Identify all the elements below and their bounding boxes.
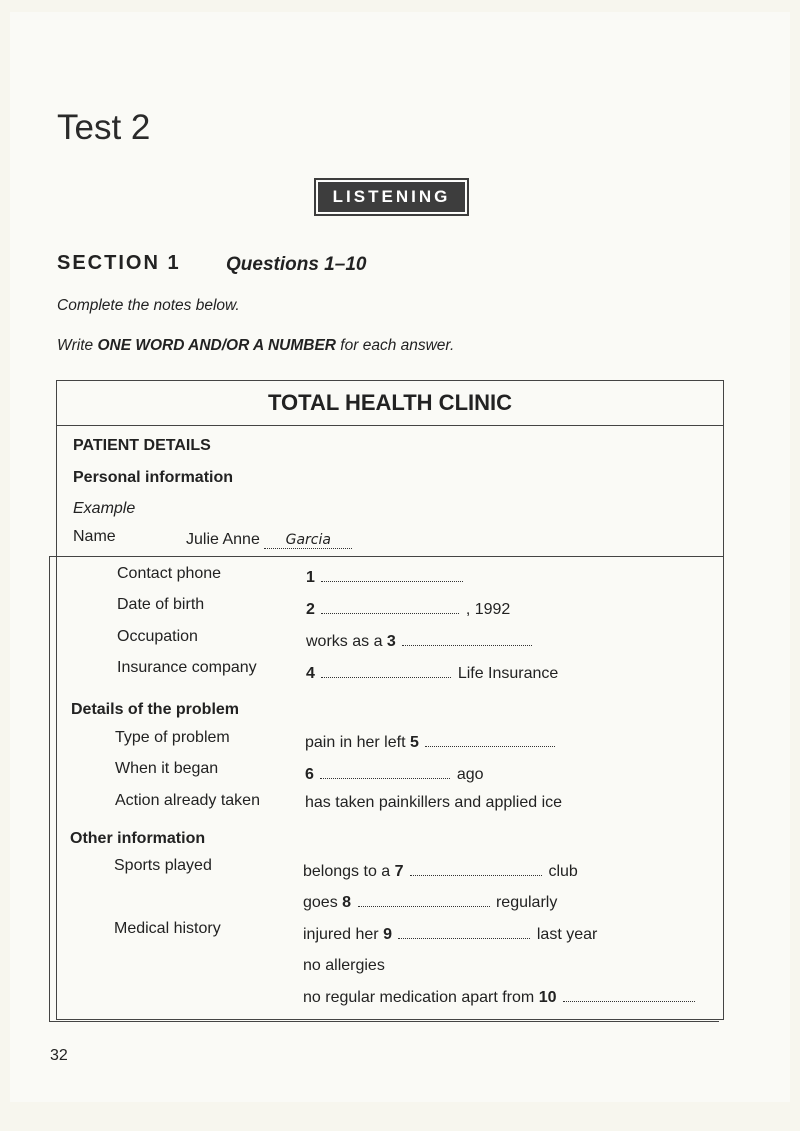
notes-form [56,380,724,1020]
box-left-border [49,556,50,1022]
answer-blank-5[interactable] [425,734,555,747]
question-9 [303,926,597,944]
instruction-emphasis: ONE WORD AND/OR A NUMBER [97,337,336,354]
patient-details-heading: PATIENT DETAILS [73,437,211,454]
no-allergies-text: no allergies [303,957,385,974]
question-9-suffix: last year [536,926,598,943]
question-number: 4 [306,665,315,682]
question-number: 6 [305,766,314,783]
action-taken-label: Action already taken [115,792,260,809]
question-7 [303,863,578,881]
question-2 [306,601,510,619]
section-heading: SECTION 1 [57,252,181,274]
example-answer: Garcia [264,532,352,549]
question-4 [306,665,558,683]
listening-badge: LISTENING [317,181,466,213]
question-4-suffix: Life Insurance [457,665,559,682]
question-10 [303,989,697,1007]
question-8-suffix: regularly [495,894,558,911]
sports-played-label: Sports played [114,857,212,874]
question-6-suffix: ago [456,766,484,783]
question-number: 3 [386,633,396,650]
answer-blank-4[interactable] [321,665,451,678]
answer-blank-1[interactable] [321,569,463,582]
box-bottom-border [49,1021,719,1022]
test-title: Test 2 [57,108,151,147]
question-6 [305,766,484,784]
other-info-heading: Other information [70,830,206,847]
name-label: Name [73,528,116,545]
instruction-suffix: for each answer. [336,337,455,354]
question-2-suffix: , 1992 [465,601,511,618]
date-of-birth-label: Date of birth [117,596,205,613]
answer-blank-2[interactable] [321,601,459,614]
example-divider [49,556,723,557]
action-taken-value: has taken painkillers and applied ice [305,794,563,811]
name-prefix: Julie Anne [186,531,260,548]
page-number: 32 [50,1047,68,1064]
instruction-prefix: Write [57,337,98,354]
answer-blank-6[interactable] [320,766,450,779]
question-3 [306,633,534,651]
answer-blank-10[interactable] [563,989,695,1002]
medical-history-label: Medical history [114,920,221,937]
question-9-prefix: injured her [303,926,379,943]
question-10-prefix: no regular medication apart from [303,989,535,1006]
question-number: 5 [409,734,419,751]
insurance-company-label: Insurance company [117,659,257,676]
problem-heading: Details of the problem [71,701,240,718]
question-7-prefix: belongs to a [303,863,391,880]
question-5 [305,734,557,752]
answer-blank-8[interactable] [358,894,490,907]
question-7-suffix: club [548,863,578,880]
instruction-complete-notes: Complete the notes below. [57,297,240,314]
answer-blank-7[interactable] [410,863,542,876]
question-1 [306,569,465,587]
question-number: 9 [383,926,392,943]
occupation-label: Occupation [117,628,198,645]
personal-information-heading: Personal information [73,469,234,486]
name-value [186,531,352,549]
question-8 [303,894,557,912]
answer-blank-3[interactable] [402,633,532,646]
answer-blank-9[interactable] [398,926,530,939]
instruction-word-limit [57,337,454,355]
questions-heading: Questions 1–10 [226,254,367,275]
question-number: 8 [342,894,352,911]
question-number: 1 [306,569,315,586]
question-number: 7 [394,863,404,880]
question-number: 10 [538,989,557,1006]
clinic-title: TOTAL HEALTH CLINIC [57,381,723,426]
type-of-problem-label: Type of problem [115,729,230,746]
when-it-began-label: When it began [115,760,219,777]
contact-phone-label: Contact phone [117,565,222,582]
question-5-prefix: pain in her left [305,734,406,751]
question-8-prefix: goes [303,894,338,911]
question-number: 2 [306,601,315,618]
example-label: Example [73,500,136,517]
question-3-prefix: works as a [306,633,383,650]
